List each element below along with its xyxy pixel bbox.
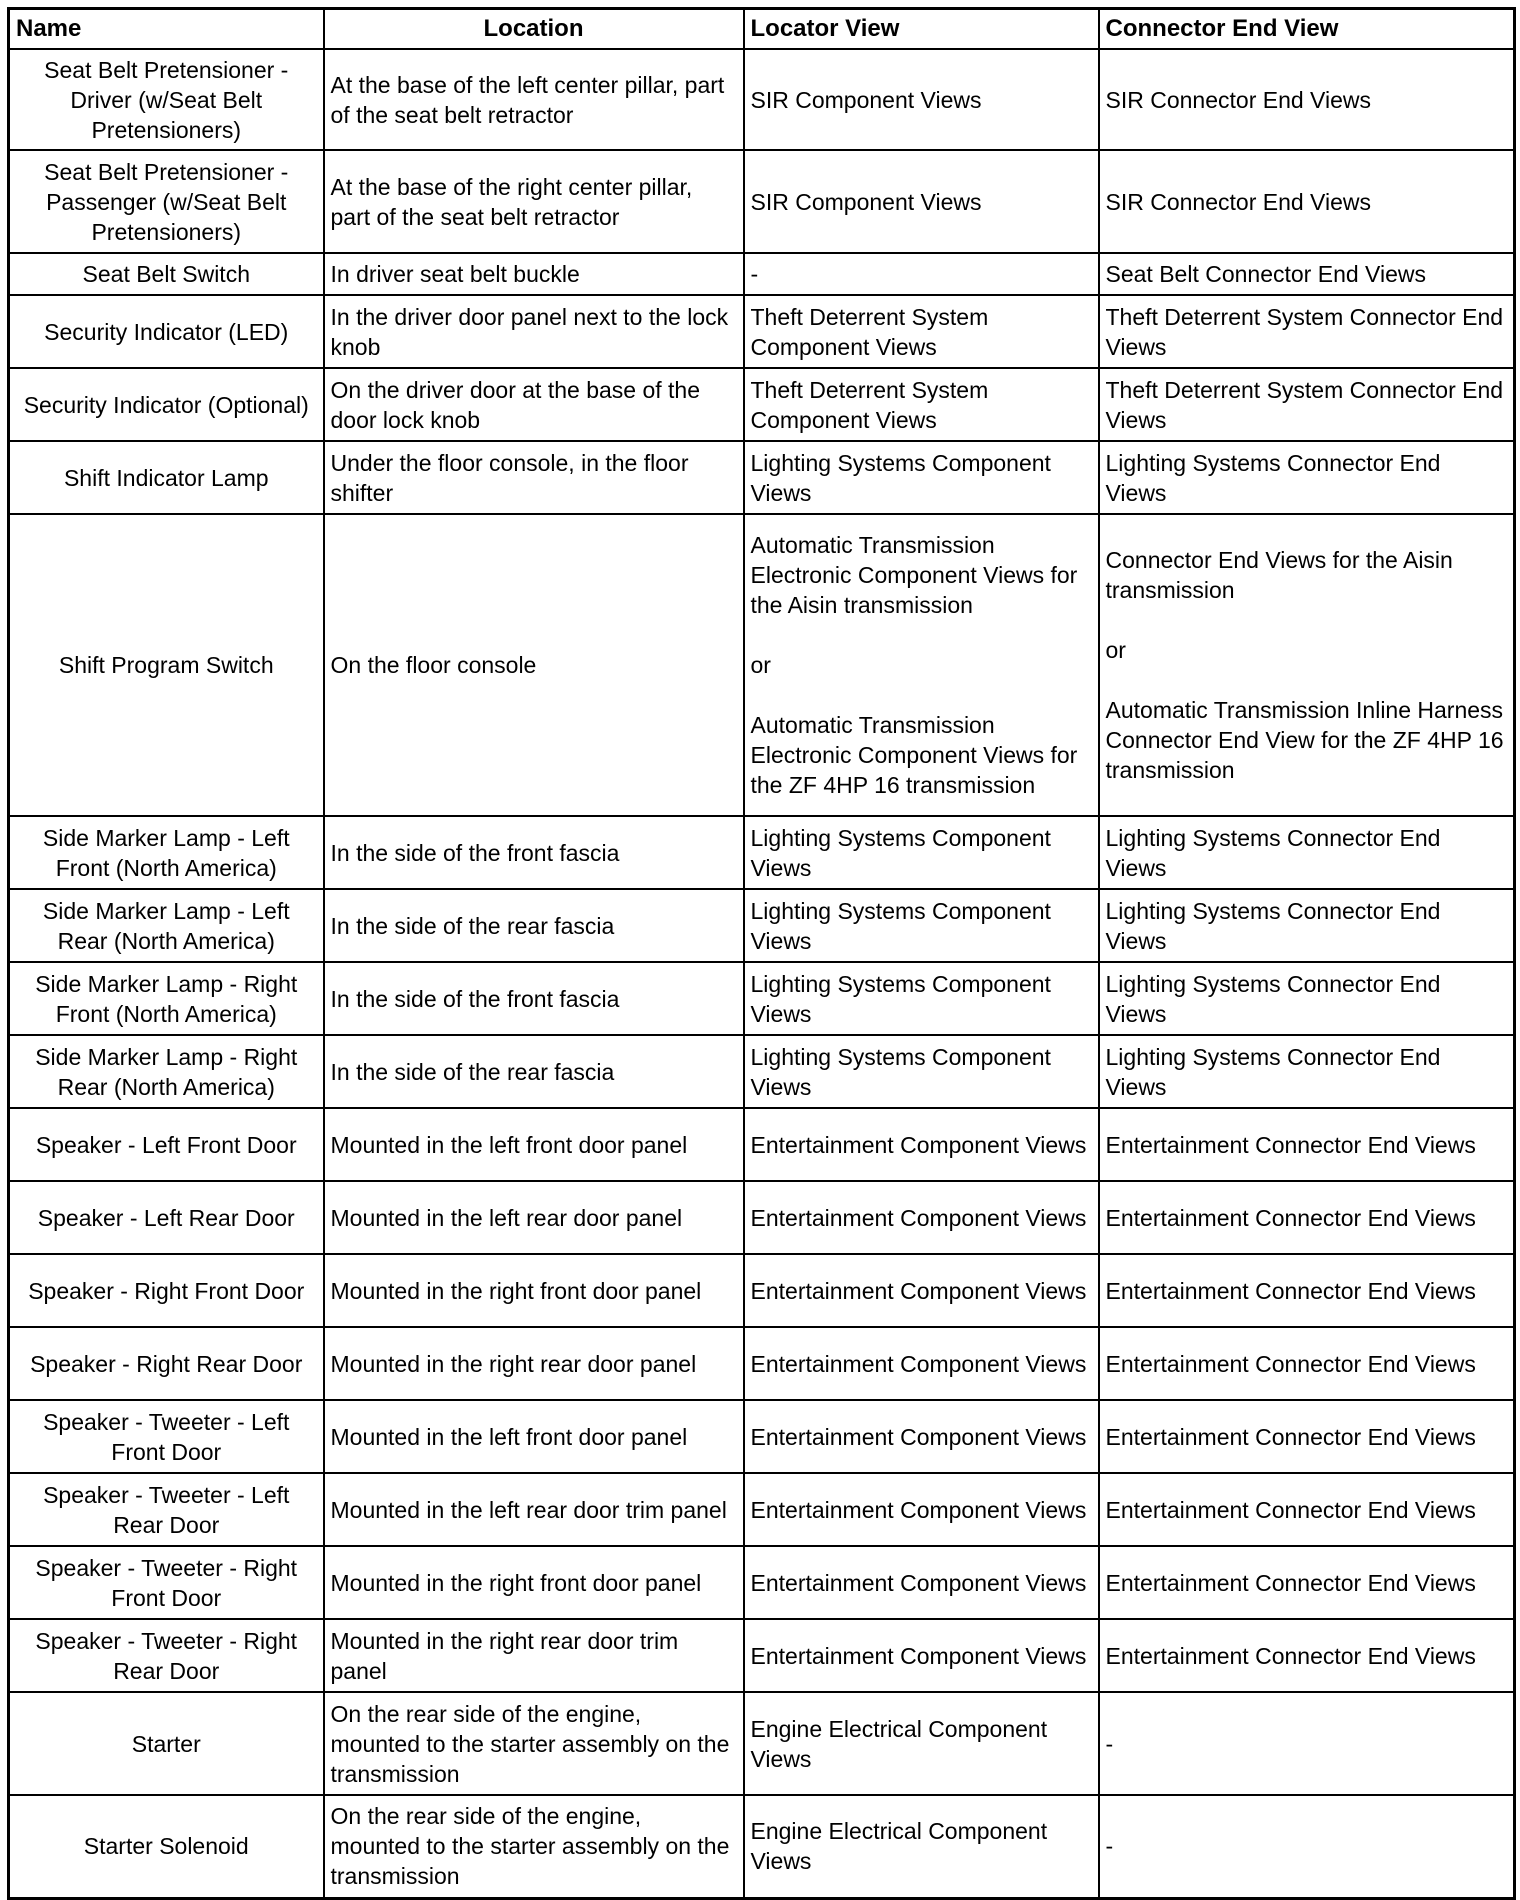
cell-location: On the rear side of the engine, mounted to the starter assembly on the transmission [324,1692,744,1795]
table-row [9,1108,1515,1181]
cell-location: Mounted in the right front door panel [324,1254,744,1327]
cell-connector-end-view: Lighting Systems Connector End Views [1099,962,1515,1035]
cell-locator-view: SIR Component Views [744,150,1099,253]
cell-connector-end-view: Lighting Systems Connector End Views [1099,1035,1515,1108]
cell-name: Starter Solenoid [9,1795,324,1898]
cell-connector-end-view: Theft Deterrent System Connector End Views [1099,368,1515,441]
cell-name: Side Marker Lamp - Right Rear (North America) [9,1035,324,1108]
cell-name: Speaker - Tweeter - Left Rear Door [9,1473,324,1546]
table-row [9,49,1515,150]
cell-name: Speaker - Tweeter - Left Front Door [9,1400,324,1473]
cell-name: Seat Belt Switch [9,253,324,295]
cell-location: At the base of the right center pillar, part of the seat belt retractor [324,150,744,253]
table-row [9,514,1515,816]
cell-locator-view: Lighting Systems Component Views [744,816,1099,889]
cell-locator-view: Entertainment Component Views [744,1181,1099,1254]
cell-connector-end-view: Lighting Systems Connector End Views [1099,889,1515,962]
cell-location: In the side of the rear fascia [324,889,744,962]
cell-location: At the base of the left center pillar, part of the seat belt retractor [324,49,744,150]
cell-name: Speaker - Tweeter - Right Front Door [9,1546,324,1619]
cell-location: In the side of the front fascia [324,962,744,1035]
cell-name: Security Indicator (Optional) [9,368,324,441]
table-row [9,889,1515,962]
table-row [9,816,1515,889]
cell-locator-view: Lighting Systems Component Views [744,1035,1099,1108]
cell-name: Security Indicator (LED) [9,295,324,368]
cell-location: On the driver door at the base of the door lock knob [324,368,744,441]
cell-name: Speaker - Tweeter - Right Rear Door [9,1619,324,1692]
table-row [9,1473,1515,1546]
table-row [9,1400,1515,1473]
cell-location: On the rear side of the engine, mounted to the starter assembly on the transmission [324,1795,744,1898]
cell-location: In the side of the front fascia [324,816,744,889]
cell-connector-end-view: Lighting Systems Connector End Views [1099,441,1515,514]
component-locator-table [7,7,1516,1900]
cell-locator-view: Lighting Systems Component Views [744,889,1099,962]
cell-locator-view: Lighting Systems Component Views [744,441,1099,514]
cell-connector-end-view: Entertainment Connector End Views [1099,1181,1515,1254]
cell-connector-end-view: Lighting Systems Connector End Views [1099,816,1515,889]
table-row [9,150,1515,253]
table-row [9,1619,1515,1692]
cell-location: Mounted in the left front door panel [324,1400,744,1473]
header-name: Name [9,9,324,50]
cell-connector-end-view: Entertainment Connector End Views [1099,1108,1515,1181]
cell-locator-view: Theft Deterrent System Component Views [744,368,1099,441]
table-row [9,295,1515,368]
cell-connector-end-view: - [1099,1795,1515,1898]
cell-name: Seat Belt Pretensioner - Passenger (w/Seat Belt Pretensioners) [9,150,324,253]
cell-locator-view: Entertainment Component Views [744,1473,1099,1546]
cell-locator-view: Entertainment Component Views [744,1254,1099,1327]
cell-locator-view: Engine Electrical Component Views [744,1795,1099,1898]
cell-name: Side Marker Lamp - Right Front (North America) [9,962,324,1035]
cell-name: Shift Program Switch [9,514,324,816]
cell-connector-end-view: SIR Connector End Views [1099,150,1515,253]
cell-location: In the side of the rear fascia [324,1035,744,1108]
cell-connector-end-view: Entertainment Connector End Views [1099,1400,1515,1473]
cell-name: Side Marker Lamp - Left Front (North America) [9,816,324,889]
cell-name: Starter [9,1692,324,1795]
cell-location: Mounted in the right rear door trim panel [324,1619,744,1692]
cell-locator-view: Entertainment Component Views [744,1546,1099,1619]
cell-name: Seat Belt Pretensioner - Driver (w/Seat Belt Pretensioners) [9,49,324,150]
cell-connector-end-view: SIR Connector End Views [1099,49,1515,150]
cell-connector-end-view: Entertainment Connector End Views [1099,1473,1515,1546]
cell-locator-view: Theft Deterrent System Component Views [744,295,1099,368]
cell-connector-end-view: Entertainment Connector End Views [1099,1254,1515,1327]
table-row [9,1254,1515,1327]
cell-location: Under the floor console, in the floor shifter [324,441,744,514]
cell-locator-view: Lighting Systems Component Views [744,962,1099,1035]
table-row [9,1546,1515,1619]
header-location: Location [324,9,744,50]
cell-connector-end-view: Seat Belt Connector End Views [1099,253,1515,295]
cell-location: On the floor console [324,514,744,816]
cell-locator-view: - [744,253,1099,295]
cell-connector-end-view: Entertainment Connector End Views [1099,1546,1515,1619]
cell-locator-view: Automatic Transmission Electronic Component Views for the Aisin transmission or Automatic Transmission Electronic Component Views for the ZF 4HP 16 transmission [744,514,1099,816]
table-row [9,1181,1515,1254]
header-locator-view: Locator View [744,9,1099,50]
cell-connector-end-view: Connector End Views for the Aisin transmission or Automatic Transmission Inline Harness Connector End View for the ZF 4HP 16 transmission [1099,514,1515,816]
header-connector-end-view: Connector End View [1099,9,1515,50]
table-row [9,1035,1515,1108]
cell-locator-view: Entertainment Component Views [744,1327,1099,1400]
cell-name: Speaker - Left Front Door [9,1108,324,1181]
cell-location: In driver seat belt buckle [324,253,744,295]
cell-connector-end-view: Theft Deterrent System Connector End Views [1099,295,1515,368]
table-row [9,962,1515,1035]
cell-connector-end-view: Entertainment Connector End Views [1099,1327,1515,1400]
table-row [9,253,1515,295]
cell-location: In the driver door panel next to the lock knob [324,295,744,368]
cell-name: Shift Indicator Lamp [9,441,324,514]
cell-name: Speaker - Right Front Door [9,1254,324,1327]
cell-locator-view: Entertainment Component Views [744,1400,1099,1473]
table-row [9,1795,1515,1898]
cell-name: Speaker - Left Rear Door [9,1181,324,1254]
cell-connector-end-view: Entertainment Connector End Views [1099,1619,1515,1692]
cell-name: Side Marker Lamp - Left Rear (North America) [9,889,324,962]
cell-locator-view: Entertainment Component Views [744,1108,1099,1181]
cell-connector-end-view: - [1099,1692,1515,1795]
cell-location: Mounted in the right front door panel [324,1546,744,1619]
cell-location: Mounted in the left rear door panel [324,1181,744,1254]
cell-location: Mounted in the left front door panel [324,1108,744,1181]
table-row [9,441,1515,514]
cell-location: Mounted in the right rear door panel [324,1327,744,1400]
table-row [9,1327,1515,1400]
table-row [9,1692,1515,1795]
table-row [9,368,1515,441]
cell-locator-view: SIR Component Views [744,49,1099,150]
cell-location: Mounted in the left rear door trim panel [324,1473,744,1546]
cell-name: Speaker - Right Rear Door [9,1327,324,1400]
table-header-row [9,9,1515,50]
cell-locator-view: Engine Electrical Component Views [744,1692,1099,1795]
cell-locator-view: Entertainment Component Views [744,1619,1099,1692]
